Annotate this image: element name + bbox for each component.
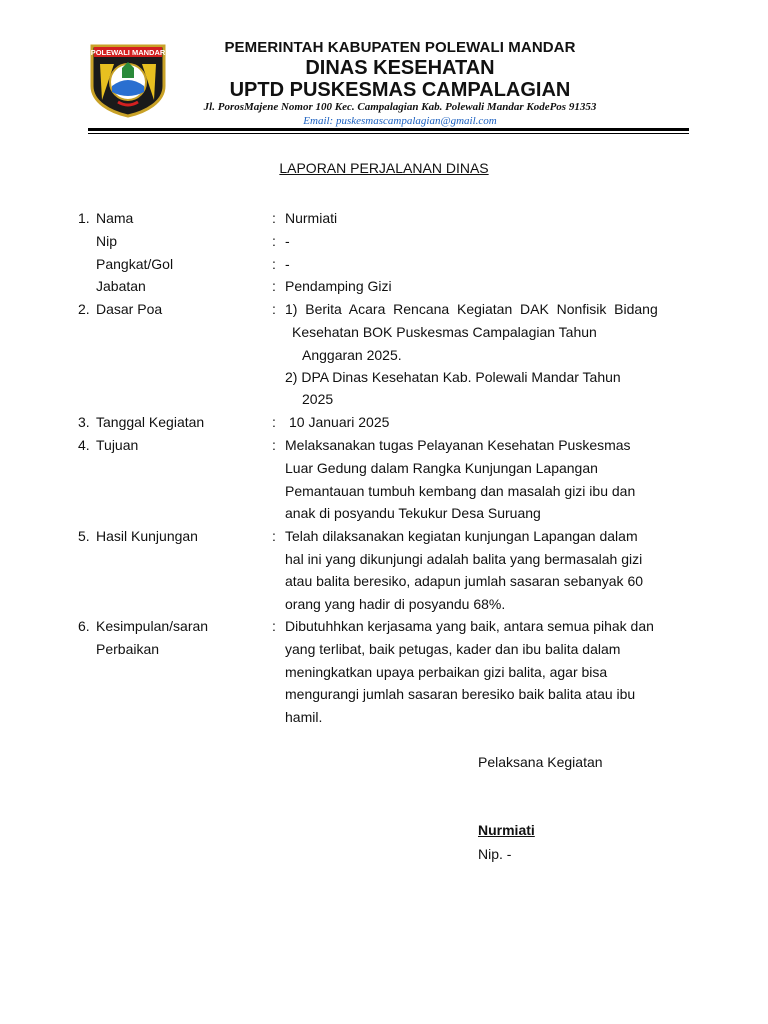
field-value: - [285,256,290,272]
colon: : [272,528,276,544]
colon: : [272,278,276,294]
field-label: Pangkat/Gol [96,256,174,272]
item-number: 5. [78,528,90,544]
regency-emblem-logo [88,42,168,118]
kesimpulan-line: Dibutuhhkan kerjasama yang baik, antara semua pihak dan [285,618,654,634]
colon: : [272,256,276,272]
dasar-line: 1) Berita Acara Rencana Kegiatan DAK Nonfisik Bidang [285,301,658,317]
colon: : [272,210,276,226]
document-title: LAPORAN PERJALANAN DINAS [279,160,489,176]
tujuan-line: anak di posyandu Tekukur Desa Suruang [285,505,541,521]
signature-name: Nurmiati [478,822,535,838]
field-label: Kesimpulan/saran [96,618,209,634]
field-label: Nama [96,210,134,226]
hasil-line: Telah dilaksanakan kegiatan kunjungan Lapangan dalam [285,528,638,544]
kesimpulan-line: meningkatkan upaya perbaikan gizi balita, agar bisa [285,664,608,680]
tujuan-line: Pemantauan tumbuh kembang dan masalah gizi ibu dan [285,483,636,499]
dasar-line: 2) DPA Dinas Kesehatan Kab. Polewali Mandar Tahun [285,369,621,385]
field-label: Dasar Poa [96,301,163,317]
dasar-line: 2025 [302,391,334,407]
letterhead-department: DINAS KESEHATAN [305,57,495,79]
letterhead-address: Jl. PorosMajene Nomor 100 Kec. Campalagian Kab. Polewali Mandar KodePos 91353 [203,101,597,113]
colon: : [272,414,276,430]
signature-role: Pelaksana Kegiatan [478,754,603,770]
letterhead-rule-thin [88,133,689,134]
letterhead-government: PEMERINTAH KABUPATEN POLEWALI MANDAR [224,39,576,56]
field-value: Pendamping Gizi [285,278,392,294]
field-label: Hasil Kunjungan [96,528,198,544]
colon: : [272,618,276,634]
hasil-line: hal ini yang dikunjungi adalah balita yang bermasalah gizi [285,551,643,567]
field-label: Nip [96,233,118,249]
field-label: Jabatan [96,278,146,294]
colon: : [272,233,276,249]
field-label-continuation: Perbaikan [96,641,160,657]
item-number: 6. [78,618,90,634]
item-number: 1. [78,210,90,226]
kesimpulan-line: yang terlibat, baik petugas, kader dan ibu balita dalam [285,641,621,657]
letterhead-unit: UPTD PUSKESMAS CAMPALAGIAN [229,79,571,101]
dasar-line: Kesehatan BOK Puskesmas Campalagian Tahun [292,324,597,340]
letterhead-email: Email: puskesmascampalagian@gmail.com [303,115,497,127]
letterhead-rule-thick [88,128,689,131]
colon: : [272,437,276,453]
colon: : [272,301,276,317]
field-value: Nurmiati [285,210,338,226]
tujuan-line: Melaksanakan tugas Pelayanan Kesehatan Puskesmas [285,437,631,453]
field-value: 10 Januari 2025 [289,414,390,430]
kesimpulan-line: hamil. [285,709,323,725]
hasil-line: orang yang hadir di posyandu 68%. [285,596,506,612]
dasar-line: Anggaran 2025. [302,347,402,363]
kesimpulan-line: mengurangi jumlah sasaran beresiko baik balita atau ibu [285,686,636,702]
item-number: 2. [78,301,90,317]
item-number: 4. [78,437,90,453]
item-number: 3. [78,414,90,430]
field-value: - [285,233,290,249]
field-label: Tujuan [96,437,139,453]
logo-banner-text: POLEWALI MANDAR [90,48,166,57]
tujuan-line: Luar Gedung dalam Rangka Kunjungan Lapangan [285,460,598,476]
signature-nip: Nip. - [478,846,512,862]
hasil-line: atau balita beresiko, adapun jumlah sasaran sebanyak 60 [285,573,644,589]
field-label: Tanggal Kegiatan [96,414,205,430]
